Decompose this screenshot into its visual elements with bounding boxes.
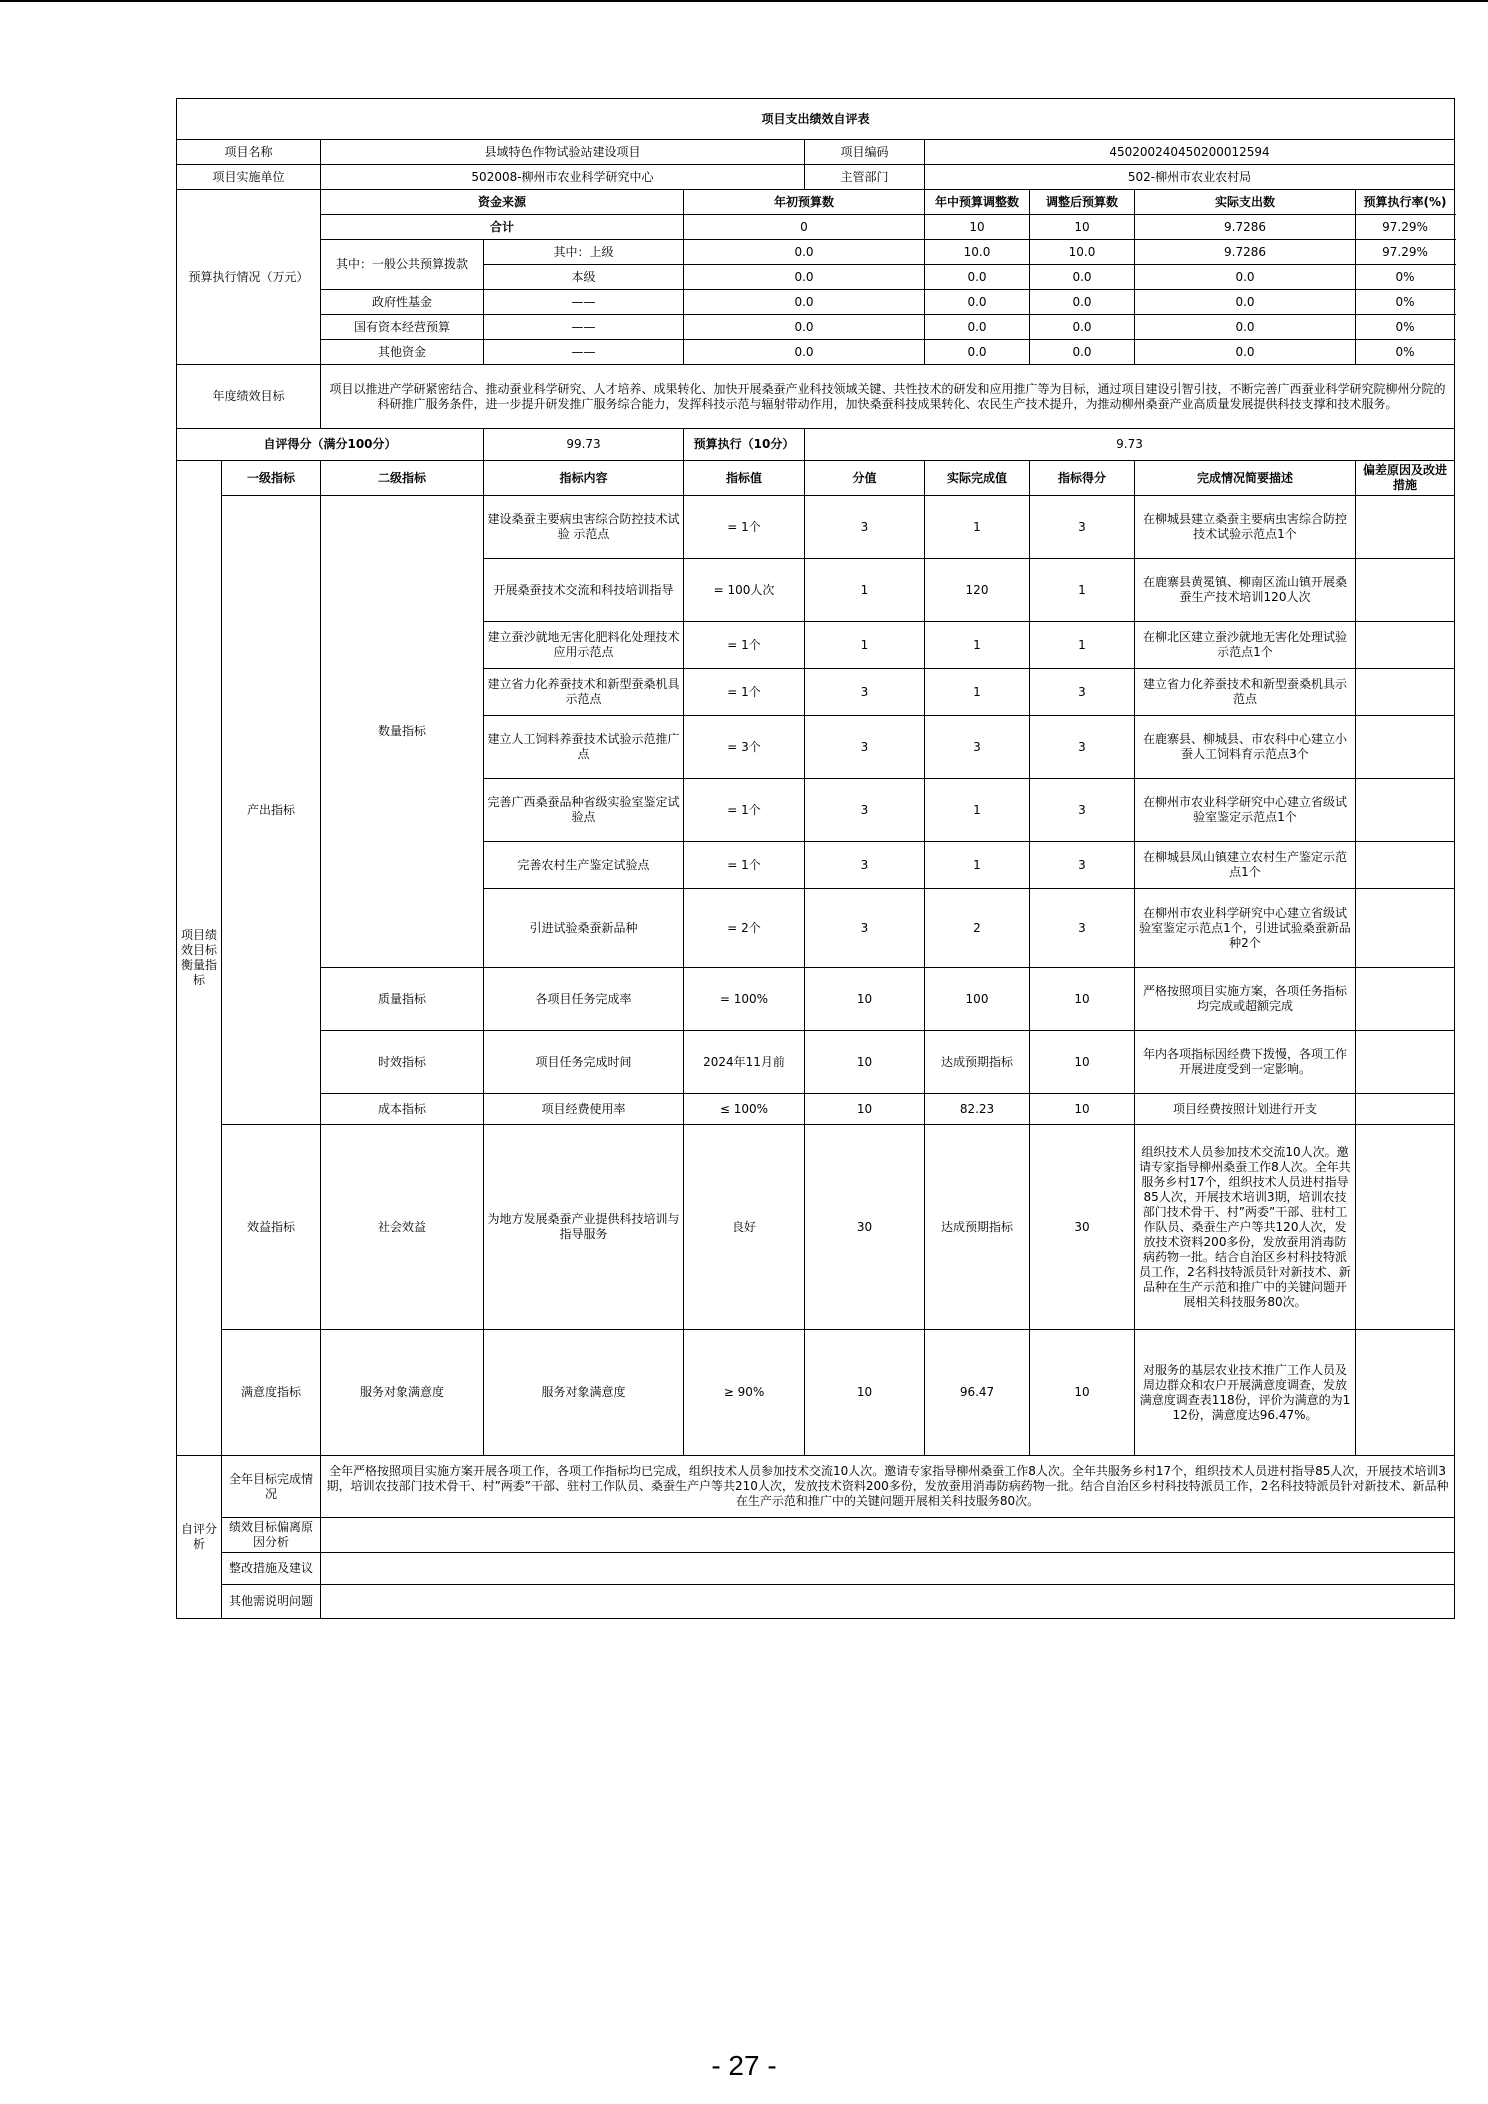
ind-actual: 达成预期指标 (925, 1031, 1030, 1094)
budget-header-source: 资金来源 (321, 190, 684, 215)
ind-target: 良好 (684, 1125, 805, 1330)
ind-deviation (1356, 622, 1455, 669)
budget-total-actual: 9.7286 (1135, 215, 1356, 240)
table-row (177, 1094, 1455, 1125)
budget-upper-adjusted: 10.0 (1030, 240, 1135, 265)
ind-score: 10 (1030, 1031, 1135, 1094)
ind-score: 10 (1030, 1094, 1135, 1125)
budget-header-adjusted: 调整后预算数 (1030, 190, 1135, 215)
budget-gov-fund-dash: —— (484, 290, 684, 315)
ind-deviation (1356, 968, 1455, 1031)
ind-deviation (1356, 1031, 1455, 1094)
ind-target: = 3个 (684, 716, 805, 779)
other-issues-label: 其他需说明问题 (222, 1585, 321, 1619)
budget-header-rate: 预算执行率(%) (1356, 190, 1455, 215)
budget-state-capital-initial: 0.0 (684, 315, 925, 340)
ind-deviation (1356, 1094, 1455, 1125)
ind-score: 1 (1030, 622, 1135, 669)
ind-actual: 1 (925, 669, 1030, 716)
table-row (177, 1031, 1455, 1094)
ind-points: 10 (805, 968, 925, 1031)
ind-content: 服务对象满意度 (484, 1330, 684, 1456)
budget-other-rate: 0% (1356, 340, 1455, 365)
budget-other-initial: 0.0 (684, 340, 925, 365)
ind-deviation (1356, 889, 1455, 968)
completion-label: 全年目标完成情况 (222, 1456, 321, 1518)
ind-desc: 对服务的基层农业技术推广工作人员及周边群众和农户开展满意度调查，发放满意度调查表118份，评价为满意的为112份，满意度达96.47%。 (1135, 1330, 1356, 1456)
ind-header-target: 指标值 (684, 461, 805, 496)
ind-actual: 1 (925, 622, 1030, 669)
budget-state-capital-adjust: 0.0 (925, 315, 1030, 340)
benefit-indicator-label: 效益指标 (222, 1125, 321, 1330)
service-satisfaction-label: 服务对象满意度 (321, 1330, 484, 1456)
budget-state-capital-adjusted: 0.0 (1030, 315, 1135, 340)
budget-total-label: 合计 (321, 215, 684, 240)
budget-state-capital-label: 国有资本经营预算 (321, 315, 484, 340)
ind-target: = 2个 (684, 889, 805, 968)
budget-gov-fund-initial: 0.0 (684, 290, 925, 315)
ind-actual: 120 (925, 559, 1030, 622)
ind-content: 建设桑蚕主要病虫害综合防控技术试验 示范点 (484, 496, 684, 559)
ind-desc: 建立省力化养蚕技术和新型蚕桑机具示范点 (1135, 669, 1356, 716)
ind-score: 3 (1030, 842, 1135, 889)
rectify-label: 整改措施及建议 (222, 1553, 321, 1585)
ind-content: 开展桑蚕技术交流和科技培训指导 (484, 559, 684, 622)
ind-content: 完善广西桑蚕品种省级实验室鉴定试验点 (484, 779, 684, 842)
dept-label: 主管部门 (805, 165, 925, 190)
ind-points: 3 (805, 889, 925, 968)
ind-content: 项目任务完成时间 (484, 1031, 684, 1094)
budget-local-adjust: 0.0 (925, 265, 1030, 290)
ind-desc: 在鹿寨县、柳城县、市农科中心建立小蚕人工饲料育示范点3个 (1135, 716, 1356, 779)
ind-points: 3 (805, 842, 925, 889)
annual-goal-label: 年度绩效目标 (177, 365, 321, 429)
budget-upper-adjust: 10.0 (925, 240, 1030, 265)
budget-gov-fund-adjusted: 0.0 (1030, 290, 1135, 315)
ind-header-content: 指标内容 (484, 461, 684, 496)
ind-header-level2: 二级指标 (321, 461, 484, 496)
ind-target: ≤ 100% (684, 1094, 805, 1125)
self-score-label: 自评得分（满分100分） (177, 429, 484, 461)
ind-desc: 在鹿寨县黄冕镇、柳南区流山镇开展桑蚕生产技术培训120人次 (1135, 559, 1356, 622)
ind-actual: 达成预期指标 (925, 1125, 1030, 1330)
ind-actual: 2 (925, 889, 1030, 968)
timeliness-indicator-label: 时效指标 (321, 1031, 484, 1094)
ind-points: 10 (805, 1031, 925, 1094)
budget-state-capital-actual: 0.0 (1135, 315, 1356, 340)
performance-evaluation-table (176, 98, 1455, 1619)
ind-actual: 1 (925, 779, 1030, 842)
quantity-indicator-label: 数量指标 (321, 496, 484, 968)
ind-deviation (1356, 559, 1455, 622)
ind-score: 10 (1030, 1330, 1135, 1456)
ind-desc: 项目经费按照计划进行开支 (1135, 1094, 1356, 1125)
ind-header-score: 指标得分 (1030, 461, 1135, 496)
self-score-value: 99.73 (484, 429, 684, 461)
annual-goal-text: 项目以推进产学研紧密结合、推动蚕业科学研究、人才培养、成果转化、加快开展桑蚕产业科技领域关键、共性技术的研发和应用推广等为目标，通过项目建设引智引技，不断完善广西蚕业科学研究院柳州分院的科研推广服务条件，进一步提升研发推广服务综合能力，发挥科技示范与辐射带动作用，加快桑蚕科技成果转化、农民生产技术提升，为推动柳州桑蚕产业高质量发展提供科技支撑和技术服务。 (321, 365, 1455, 429)
budget-local-label: 本级 (484, 265, 684, 290)
output-indicator-label: 产出指标 (222, 496, 321, 1125)
ind-points: 1 (805, 622, 925, 669)
budget-gov-fund-actual: 0.0 (1135, 290, 1356, 315)
ind-score: 3 (1030, 889, 1135, 968)
budget-total-adjusted: 10 (1030, 215, 1135, 240)
budget-local-actual: 0.0 (1135, 265, 1356, 290)
ind-target: = 1个 (684, 669, 805, 716)
budget-header-initial: 年初预算数 (684, 190, 925, 215)
ind-deviation (1356, 669, 1455, 716)
ind-desc: 年内各项指标因经费下拨慢，各项工作开展进度受到一定影响。 (1135, 1031, 1356, 1094)
ind-score: 3 (1030, 779, 1135, 842)
budget-other-dash: —— (484, 340, 684, 365)
ind-desc: 在柳北区建立蚕沙就地无害化处理试验示范点1个 (1135, 622, 1356, 669)
self-eval-side-label: 自评分析 (177, 1456, 222, 1619)
ind-score: 10 (1030, 968, 1135, 1031)
budget-local-adjusted: 0.0 (1030, 265, 1135, 290)
budget-upper-initial: 0.0 (684, 240, 925, 265)
table-title: 项目支出绩效自评表 (177, 99, 1455, 140)
ind-content: 建立蚕沙就地无害化肥料化处理技术应用示范点 (484, 622, 684, 669)
ind-points: 3 (805, 779, 925, 842)
social-benefit-label: 社会效益 (321, 1125, 484, 1330)
indicators-side-label: 项目绩效目标衡量指标 (177, 461, 222, 1456)
ind-target: = 1个 (684, 842, 805, 889)
budget-other-actual: 0.0 (1135, 340, 1356, 365)
ind-deviation (1356, 496, 1455, 559)
ind-header-level1: 一级指标 (222, 461, 321, 496)
ind-score: 3 (1030, 669, 1135, 716)
budget-exec-label: 预算执行（10分） (684, 429, 805, 461)
budget-header-adjust: 年中预算调整数 (925, 190, 1030, 215)
ind-target: = 100% (684, 968, 805, 1031)
ind-desc: 在柳城县建立桑蚕主要病虫害综合防控技术试验示范点1个 (1135, 496, 1356, 559)
project-name: 县域特色作物试验站建设项目 (321, 140, 805, 165)
ind-content: 引进试验桑蚕新品种 (484, 889, 684, 968)
ind-target: ≥ 90% (684, 1330, 805, 1456)
budget-total-initial: 0 (684, 215, 925, 240)
project-code-label: 项目编码 (805, 140, 925, 165)
ind-target: = 1个 (684, 779, 805, 842)
budget-state-capital-rate: 0% (1356, 315, 1455, 340)
quality-indicator-label: 质量指标 (321, 968, 484, 1031)
ind-deviation (1356, 842, 1455, 889)
budget-header-actual: 实际支出数 (1135, 190, 1356, 215)
page-number: - 27 - (711, 2050, 777, 2081)
ind-deviation (1356, 716, 1455, 779)
ind-score: 1 (1030, 559, 1135, 622)
ind-content: 建立人工饲料养蚕技术试验示范推广点 (484, 716, 684, 779)
budget-upper-actual: 9.7286 (1135, 240, 1356, 265)
table-row (177, 1330, 1455, 1456)
completion-text: 全年严格按照项目实施方案开展各项工作，各项工作指标均已完成，组织技术人员参加技术交流10人次。邀请专家指导柳州桑蚕工作8人次。全年共服务乡村17个，组织技术人员进村指导85人次，开展技术培训3期，培训农技部门技术骨干、村”两委”干部、驻村工作队员、桑蚕生产户等共210人次，发放技术资料200多份，发放蚕用消毒防病药物一批。结合自治区乡村科技特派员工作，2名科技特派员针对新技术、新品种在生产示范和推广中的关键问题开展相关科技服务80次。 (321, 1456, 1455, 1518)
ind-score: 3 (1030, 496, 1135, 559)
ind-desc: 在柳州市农业科学研究中心建立省级试验室鉴定示范点1个 (1135, 779, 1356, 842)
ind-deviation (1356, 1330, 1455, 1456)
ind-deviation (1356, 779, 1455, 842)
budget-local-rate: 0% (1356, 265, 1455, 290)
budget-general-label: 其中：一般公共预算拨款 (321, 240, 484, 290)
ind-header-deviation: 偏差原因及改进措施 (1356, 461, 1455, 496)
ind-deviation (1356, 1125, 1455, 1330)
ind-actual: 96.47 (925, 1330, 1030, 1456)
budget-gov-fund-label: 政府性基金 (321, 290, 484, 315)
budget-local-initial: 0.0 (684, 265, 925, 290)
project-name-label: 项目名称 (177, 140, 321, 165)
budget-state-capital-dash: —— (484, 315, 684, 340)
ind-content: 建立省力化养蚕技术和新型蚕桑机具示范点 (484, 669, 684, 716)
ind-content: 项目经费使用率 (484, 1094, 684, 1125)
cost-indicator-label: 成本指标 (321, 1094, 484, 1125)
budget-gov-fund-adjust: 0.0 (925, 290, 1030, 315)
ind-desc: 在柳州市农业科学研究中心建立省级试验室鉴定示范点1个，引进试验桑蚕新品种2个 (1135, 889, 1356, 968)
ind-points: 30 (805, 1125, 925, 1330)
ind-header-actual: 实际完成值 (925, 461, 1030, 496)
ind-actual: 82.23 (925, 1094, 1030, 1125)
budget-total-adjust: 10 (925, 215, 1030, 240)
ind-header-points: 分值 (805, 461, 925, 496)
ind-desc: 在柳城县凤山镇建立农村生产鉴定示范点1个 (1135, 842, 1356, 889)
ind-points: 10 (805, 1330, 925, 1456)
budget-other-adjust: 0.0 (925, 340, 1030, 365)
ind-content: 各项目任务完成率 (484, 968, 684, 1031)
other-issues-text (321, 1585, 1455, 1619)
table-row (177, 496, 1455, 559)
ind-points: 3 (805, 496, 925, 559)
dept: 502-柳州市农业农村局 (925, 165, 1455, 190)
impl-unit: 502008-柳州市农业科学研究中心 (321, 165, 805, 190)
ind-points: 3 (805, 716, 925, 779)
budget-other-label: 其他资金 (321, 340, 484, 365)
top-border-line (0, 0, 1488, 2)
project-code: 450200240450200012594 (925, 140, 1455, 165)
rectify-text (321, 1553, 1455, 1585)
impl-unit-label: 项目实施单位 (177, 165, 321, 190)
ind-score: 30 (1030, 1125, 1135, 1330)
deviation-analysis-label: 绩效目标偏离原因分析 (222, 1518, 321, 1553)
budget-exec-score: 9.73 (805, 429, 1455, 461)
ind-desc: 严格按照项目实施方案，各项任务指标均完成或超额完成 (1135, 968, 1356, 1031)
budget-gov-fund-rate: 0% (1356, 290, 1455, 315)
ind-desc: 组织技术人员参加技术交流10人次。邀请专家指导柳州桑蚕工作8人次。全年共服务乡村17个，组织技术人员进村指导85人次，开展技术培训3期，培训农技部门技术骨干、村”两委”干部、驻村工作队员、桑蚕生产户等共120人次，发放技术资料200多份，发放蚕用消毒防病药物一批。结合自治区乡村科技特派员工作，2名科技特派员针对新技术、新品种在生产示范和推广中的关键问题开展相关科技服务80次。 (1135, 1125, 1356, 1330)
ind-points: 1 (805, 559, 925, 622)
ind-target: 2024年11月前 (684, 1031, 805, 1094)
budget-other-adjusted: 0.0 (1030, 340, 1135, 365)
ind-points: 10 (805, 1094, 925, 1125)
ind-actual: 1 (925, 496, 1030, 559)
ind-content: 为地方发展桑蚕产业提供科技培训与指导服务 (484, 1125, 684, 1330)
deviation-analysis-text (321, 1518, 1455, 1553)
budget-section-label: 预算执行情况（万元） (177, 190, 321, 365)
ind-actual: 3 (925, 716, 1030, 779)
ind-score: 3 (1030, 716, 1135, 779)
table-row (177, 1125, 1455, 1330)
table-row (177, 968, 1455, 1031)
ind-target: = 1个 (684, 496, 805, 559)
budget-upper-rate: 97.29% (1356, 240, 1455, 265)
ind-points: 3 (805, 669, 925, 716)
ind-actual: 100 (925, 968, 1030, 1031)
budget-total-rate: 97.29% (1356, 215, 1455, 240)
satisfaction-indicator-label: 满意度指标 (222, 1330, 321, 1456)
ind-target: = 1个 (684, 622, 805, 669)
budget-upper-label: 其中：上级 (484, 240, 684, 265)
ind-target: = 100人次 (684, 559, 805, 622)
ind-content: 完善农村生产鉴定试验点 (484, 842, 684, 889)
ind-actual: 1 (925, 842, 1030, 889)
ind-header-desc: 完成情况简要描述 (1135, 461, 1356, 496)
